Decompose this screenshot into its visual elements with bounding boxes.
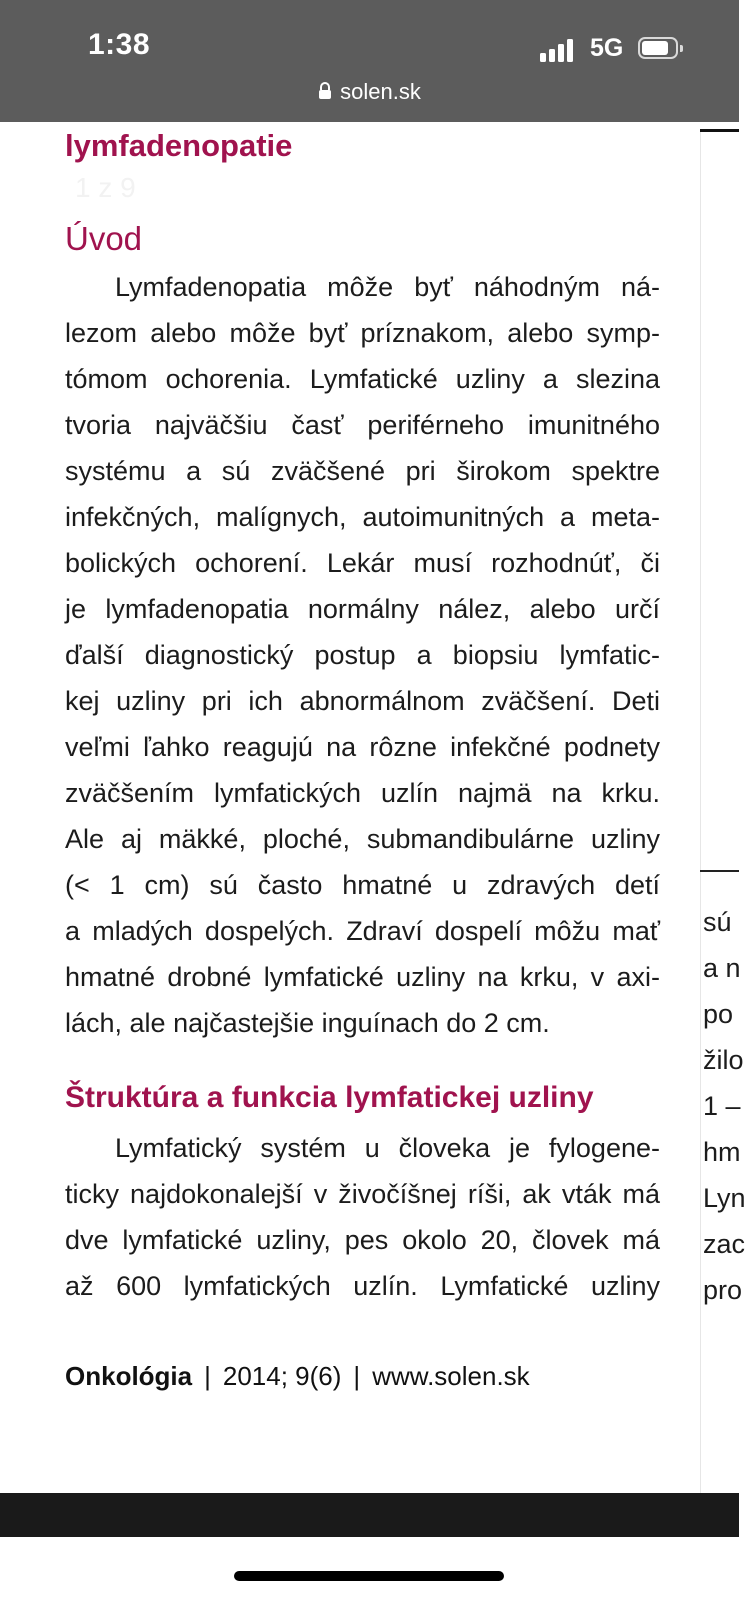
text-line: sú bbox=[703, 907, 732, 937]
column-rule-top bbox=[700, 129, 739, 132]
text-line: bolických ochorení. Lekár musí rozhodnúť, či bbox=[65, 548, 660, 578]
network-type: 5G bbox=[590, 34, 624, 62]
section-heading-struktura: Štruktúra a funkcia lymfatickej uzliny bbox=[65, 1081, 594, 1114]
text-line: kej uzliny pri ich abnormálnom zväčšení. Deti bbox=[65, 686, 660, 716]
text-line: ticky najdokonalejší v živočíšnej ríši, ak vták má bbox=[65, 1179, 660, 1209]
text-line: Lyn bbox=[703, 1183, 746, 1213]
text-line: zväčšením lymfatických uzlín najmä na krku. bbox=[65, 778, 660, 808]
text-line: infekčných, malígnych, autoimunitných a meta- bbox=[65, 502, 660, 532]
footer-separator: | bbox=[353, 1361, 361, 1391]
text-line: a n bbox=[703, 953, 741, 983]
right-column-fragment bbox=[703, 899, 746, 1313]
text-line: po bbox=[703, 999, 734, 1029]
text-line: tómom ochorenia. Lymfatické uzliny a slezina bbox=[65, 364, 660, 394]
section-struktura-body bbox=[65, 1125, 660, 1309]
text-line: Lymfatický systém u človeka je fylogene- bbox=[115, 1133, 660, 1163]
text-line: hm bbox=[703, 1137, 741, 1167]
text-line: lezom alebo môže byť príznakom, alebo symp- bbox=[65, 318, 660, 348]
article-title-fragment: lymfadenopatie bbox=[65, 128, 293, 163]
address-bar[interactable] bbox=[0, 79, 739, 106]
text-line: je lymfadenopatia normálny nález, alebo určí bbox=[65, 594, 660, 624]
text-line: systému a sú zväčšené pri širokom spektre bbox=[65, 456, 660, 486]
text-line: až 600 lymfatických uzlín. Lymfatické uzliny bbox=[65, 1271, 660, 1301]
text-line: 1 – bbox=[703, 1091, 741, 1121]
next-page-edge bbox=[700, 130, 746, 1522]
text-line: hmatné drobné lymfatické uzliny na krku, v axi- bbox=[65, 962, 660, 992]
page-indicator: 1 z 9 bbox=[75, 172, 136, 203]
page-footer bbox=[65, 1361, 530, 1392]
url-text: solen.sk bbox=[340, 79, 421, 104]
journal-name: Onkológia bbox=[65, 1361, 193, 1391]
pdf-viewer-bottom-bar bbox=[0, 1493, 739, 1537]
battery-icon bbox=[638, 37, 684, 61]
text-line: zac bbox=[703, 1229, 746, 1259]
signal-bars-icon bbox=[540, 38, 580, 62]
browser-top-bar bbox=[0, 0, 739, 122]
lock-icon bbox=[318, 80, 332, 106]
journal-issue: 2014; 9(6) bbox=[222, 1361, 342, 1391]
journal-website[interactable]: www.solen.sk bbox=[372, 1361, 530, 1391]
text-line: ďalší diagnostický postup a biopsiu lymfatic- bbox=[65, 640, 660, 670]
text-line: Lymfadenopatia môže byť náhodným ná- bbox=[115, 272, 660, 302]
status-time: 1:38 bbox=[88, 28, 151, 61]
section-heading-uvod: Úvod bbox=[65, 220, 143, 257]
text-line: pro bbox=[703, 1275, 743, 1305]
text-line: veľmi ľahko reagujú na rôzne infekčné podnety bbox=[65, 732, 660, 762]
home-indicator[interactable] bbox=[234, 1571, 504, 1581]
text-line: lách, ale najčastejšie inguínach do 2 cm. bbox=[65, 1008, 550, 1038]
text-line: (< 1 cm) sú často hmatné u zdravých detí bbox=[65, 870, 660, 900]
footer-separator: | bbox=[204, 1361, 211, 1391]
text-line: a mladých dospelých. Zdraví dospelí môžu mať bbox=[65, 916, 660, 946]
section-uvod-body bbox=[65, 264, 660, 1046]
column-rule-middle bbox=[700, 870, 739, 872]
text-line: dve lymfatické uzliny, pes okolo 20, človek má bbox=[65, 1225, 660, 1255]
text-line: žilo bbox=[703, 1045, 744, 1075]
text-line: Ale aj mäkké, ploché, submandibulárne uzliny bbox=[65, 824, 660, 854]
text-line: tvoria najväčšiu časť periférneho imunitného bbox=[65, 410, 660, 440]
